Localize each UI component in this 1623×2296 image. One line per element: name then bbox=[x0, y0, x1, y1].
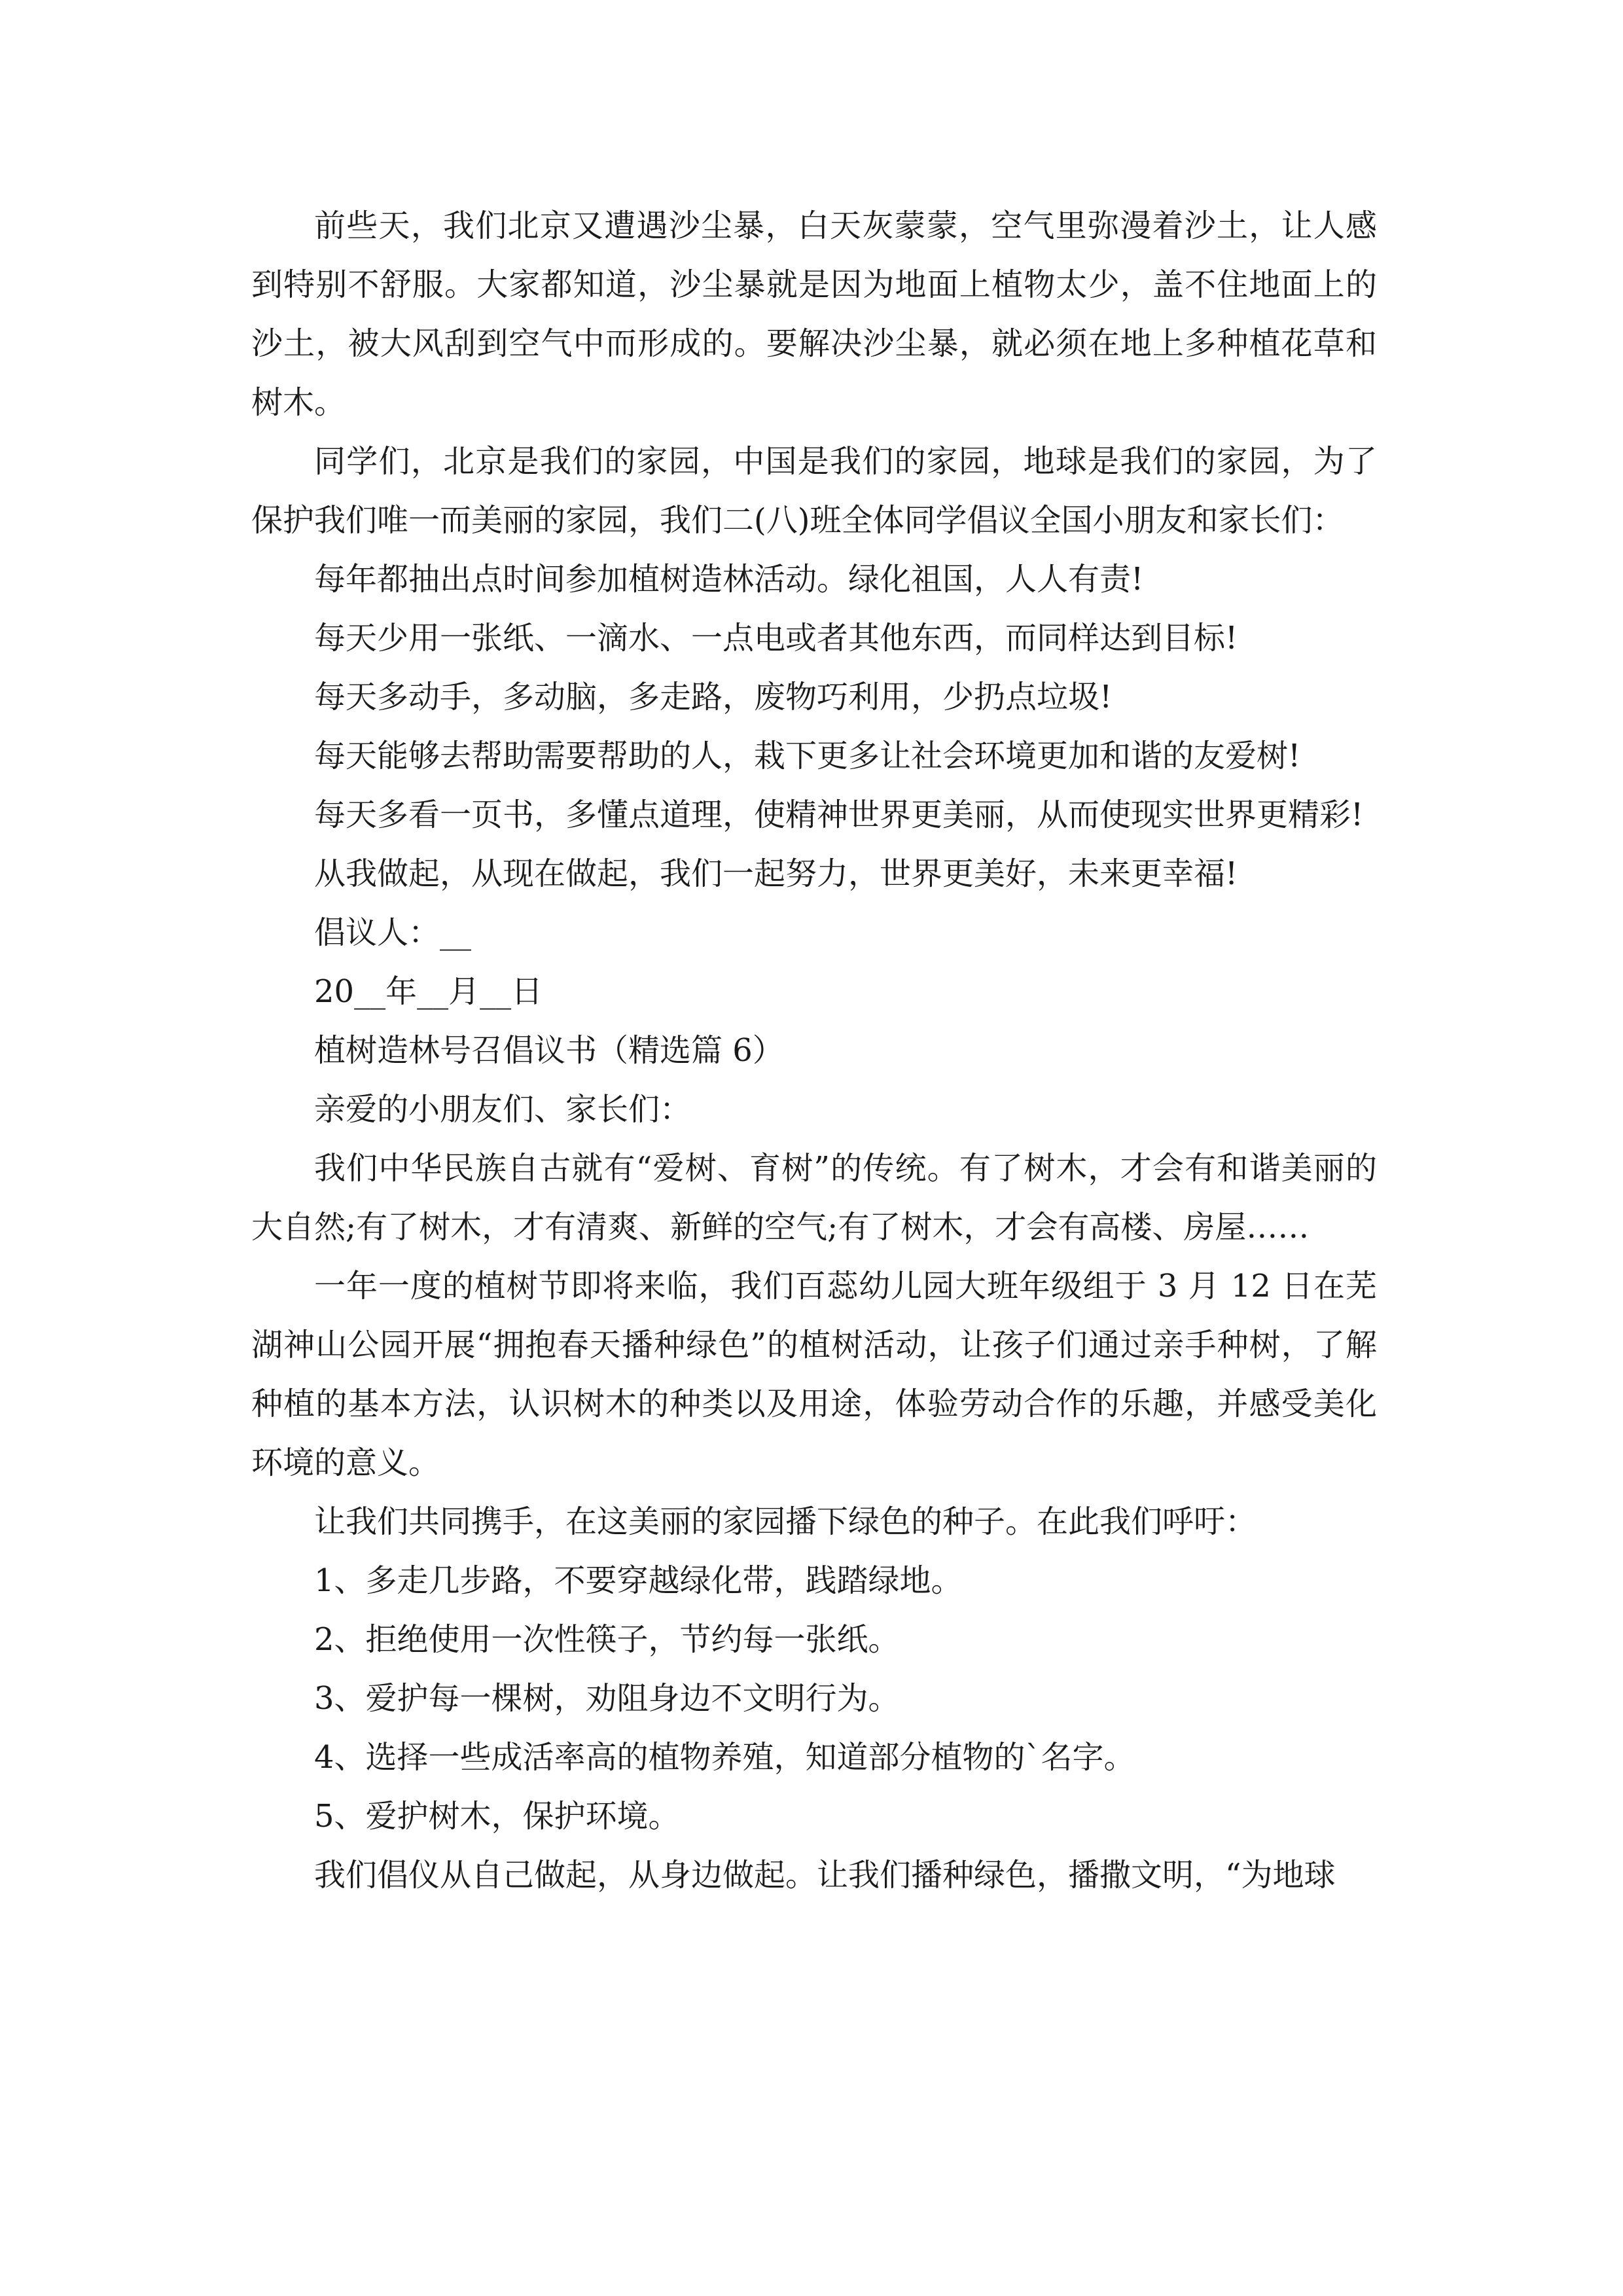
paragraph-sandstorm: 前些天，我们北京又遭遇沙尘暴，白天灰蒙蒙，空气里弥漫着沙土，让人感到特别不舒服。大家都知道，沙尘暴就是因为地面上植物太少，盖不住地面上的沙土，被大风刮到空气中而形成的。要解决沙尘暴，就必须在地上多种植花草和树木。 bbox=[251, 207, 1377, 421]
list-item-5: 5、爱护树木，保护环境。 bbox=[314, 1798, 680, 1835]
paragraph-proposal-4: 每天能够去帮助需要帮助的人，栽下更多让社会环境更加和谐的友爱树! bbox=[314, 738, 1301, 774]
document-body bbox=[251, 196, 1377, 1905]
list-item-4: 4、选择一些成活率高的植物养殖，知道部分植物的`名字。 bbox=[314, 1739, 1135, 1776]
list-item-1: 1、多走几步路，不要穿越绿化带，践踏绿地。 bbox=[314, 1562, 963, 1599]
signature-line: 倡议人：__ bbox=[314, 914, 472, 951]
paragraph-closing: 我们倡仪从自己做起，从身边做起。让我们播种绿色，播撒文明，“为地球 bbox=[314, 1857, 1336, 1893]
paragraph-arbor-day: 一年一度的植树节即将来临，我们百蕊幼儿园大班年级组于 3 月 12 日在芜湖神山公园开展“拥抱春天播种绿色”的植树活动，让孩子们通过亲手种树，了解种植的基本方法，认识树木的种类以及用途，体验劳动合作的乐趣，并感受美化环境的意义。 bbox=[251, 1268, 1377, 1481]
salutation: 亲爱的小朋友们、家长们： bbox=[314, 1091, 692, 1128]
paragraph-proposal-5: 每天多看一页书，多懂点道理，使精神世界更美丽，从而使现实世界更精彩! bbox=[314, 797, 1364, 833]
paragraph-classmates: 同学们，北京是我们的家园，中国是我们的家园，地球是我们的家园，为了保护我们唯一而美丽的家园，我们二(八)班全体同学倡议全国小朋友和家长们： bbox=[251, 443, 1377, 539]
date-line: 20__年__月__日 bbox=[314, 973, 543, 1010]
list-item-3: 3、爱护每一棵树，劝阻身边不文明行为。 bbox=[314, 1680, 900, 1717]
paragraph-tradition: 我们中华民族自古就有“爱树、育树”的传统。有了树木，才会有和谐美丽的大自然;有了树木，才有清爽、新鲜的空气;有了树木，才会有高楼、房屋…… bbox=[251, 1150, 1377, 1246]
paragraph-proposal-2: 每天少用一张纸、一滴水、一点电或者其他东西，而同样达到目标! bbox=[314, 620, 1238, 656]
paragraph-proposal-3: 每天多动手，多动脑，多走路，废物巧利用，少扔点垃圾! bbox=[314, 679, 1113, 715]
section-title: 植树造林号召倡议书（精选篇 6） bbox=[314, 1032, 784, 1069]
paragraph-proposal-1: 每年都抽出点时间参加植树造林活动。绿化祖国，人人有责! bbox=[314, 561, 1144, 598]
paragraph-proposal-6: 从我做起，从现在做起，我们一起努力，世界更美好，未来更幸福! bbox=[314, 855, 1238, 892]
list-item-2: 2、拒绝使用一次性筷子，节约每一张纸。 bbox=[314, 1621, 900, 1658]
paragraph-call: 让我们共同携手，在这美丽的家园播下绿色的种子。在此我们呼吁： bbox=[314, 1503, 1257, 1540]
